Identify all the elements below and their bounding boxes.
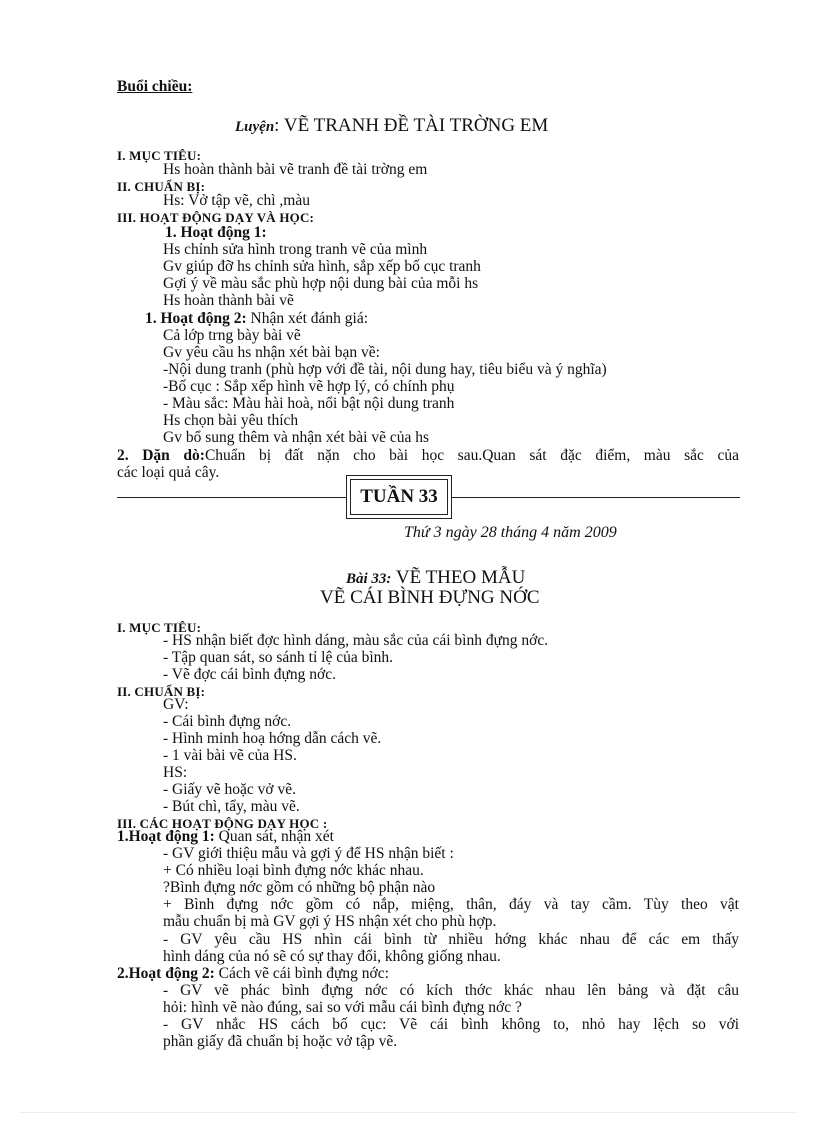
activity-2-title: Nhận xét đánh giá: — [246, 310, 369, 327]
activity-1-line: Hs hoàn thành bài vẽ — [163, 292, 294, 309]
lesson-activity-1-paragraph: - GV yêu cầu HS nhìn cái bình từ nhiều hớng khác nhau để các em thấy — [163, 931, 739, 948]
prep-hs-label: HS: — [163, 764, 188, 781]
lesson-activities-heading: III. CÁC HOẠT ĐỘNG DẠY HỌC : — [117, 816, 328, 831]
activity-2-line: Cả lớp trng bày bài vẽ — [163, 327, 301, 344]
activity-2-line: Gv yêu cầu hs nhận xét bài bạn về: — [163, 344, 380, 361]
prep-gv-label: GV: — [163, 696, 189, 713]
lesson-objectives-heading: I. MỤC TIÊU: — [117, 620, 202, 635]
homework-line — [117, 447, 739, 464]
lesson-prep-heading: II. CHUẨN BỊ: — [117, 684, 206, 699]
practice-title-text: VẼ TRANH ĐỀ TÀI TRỜNG EM — [283, 115, 549, 136]
lesson-objective-line: - Vẽ đợc cái bình đựng nớc. — [163, 666, 337, 683]
lesson-activity-2-paragraph-end: hỏi: hình vẽ nào đúng, sai so với mẫu cái bình đựng nớc ? — [163, 999, 522, 1016]
lesson-activity-2-paragraph-end: phần giấy đã chuẩn bị hoặc vở tập vẽ. — [163, 1033, 398, 1050]
preparation-line: Hs: Vở tập vẽ, chì ,màu — [163, 192, 310, 209]
lesson-activity-1-title: Quan sát, nhận xét — [214, 828, 334, 845]
activity-2-line: -Nội dung tranh (phù hợp với đề tài, nội dung hay, tiêu biểu và ý nghĩa) — [163, 361, 607, 378]
objective-line: Hs hoàn thành bài vẽ tranh đề tài trờng em — [163, 161, 428, 178]
activities-heading: III. HOẠT ĐỘNG DẠY VÀ HỌC: — [117, 210, 315, 225]
lesson-activity-2-title: Cách vẽ cái bình đựng nớc: — [214, 965, 389, 982]
prep-hs-line: - Bút chì, tẩy, màu vẽ. — [163, 798, 300, 815]
week-box — [346, 475, 452, 519]
prep-gv-line: - Cái bình đựng nớc. — [163, 713, 292, 730]
lesson-activity-1-paragraph-end: mẫu chuẩn bị mà GV gợi ý HS nhận xét cho phù hợp. — [163, 913, 497, 930]
activity-2-label: 1. Hoạt động 2: — [145, 310, 247, 327]
divider-left — [117, 497, 346, 498]
activity-2-heading — [145, 310, 368, 327]
divider-right — [452, 497, 740, 498]
lesson-title-line-2: VẼ CÁI BÌNH ĐỰNG NỚC — [320, 587, 540, 608]
lesson-title-line-1: VẼ THEO MẪU — [395, 567, 526, 588]
practice-colon: : — [274, 115, 280, 136]
activity-1-heading: 1. Hoạt động 1: — [165, 224, 267, 241]
prep-gv-line: - Hình minh hoạ hớng dẫn cách vẽ. — [163, 730, 382, 747]
lesson-activity-1-line: - GV giới thiệu mẫu và gợi ý để HS nhận biết : — [163, 845, 454, 862]
homework-text: Chuẩn bị đất nặn cho bài học sau.Quan sát đặc điểm, màu sắc của — [204, 447, 739, 464]
activity-1-line: Gv giúp đỡ hs chỉnh sửa hình, sắp xếp bố cục tranh — [163, 258, 481, 275]
week-label: TUẦN 33 — [350, 479, 448, 515]
lesson-activity-2-paragraph: - GV vẽ phác bình đựng nớc có kích thớc khác nhau lên bảng và đặt câu — [163, 982, 739, 999]
lesson-activity-2-label: 2.Hoạt động 2: — [117, 965, 215, 982]
lesson-date: Thứ 3 ngày 28 tháng 4 năm 2009 — [404, 524, 617, 541]
lesson-objective-line: - HS nhận biết đợc hình dáng, màu sắc của cái bình đựng nớc. — [163, 632, 549, 649]
activity-1-line: Gợi ý về màu sắc phù hợp nội dung bài của mỗi hs — [163, 275, 479, 292]
objectives-heading: I. MỤC TIÊU: — [117, 148, 202, 163]
activity-2-line: Hs chọn bài yêu thích — [163, 412, 299, 429]
lesson-objective-line: - Tập quan sát, so sánh tỉ lệ của bình. — [163, 649, 394, 666]
activity-2-line: Gv bổ sung thêm và nhận xét bài vẽ của hs — [163, 429, 430, 446]
lesson-activity-1-label: 1.Hoạt động 1: — [117, 828, 215, 845]
practice-title — [235, 115, 548, 138]
practice-prefix: Luyện — [235, 119, 275, 135]
lesson-activity-1-heading — [117, 828, 334, 845]
lesson-activity-2-heading — [117, 965, 389, 982]
prep-hs-line: - Giấy vẽ hoặc vở vẽ. — [163, 781, 297, 798]
activity-2-line: - Màu sắc: Màu hài hoà, nổi bật nội dung tranh — [163, 395, 455, 412]
activity-2-line: -Bố cục : Sắp xếp hình vẽ hợp lý, có chính phụ — [163, 378, 455, 395]
activity-1-line: Hs chỉnh sửa hình trong tranh vẽ của mình — [163, 241, 428, 258]
homework-line-2: các loại quả cây. — [117, 464, 220, 481]
lesson-activity-1-paragraph-end: hình dáng của nó sẽ có sự thay đổi, không giống nhau. — [163, 948, 501, 965]
homework-label: 2. Dặn dò: — [117, 447, 205, 464]
lesson-activity-2-paragraph: - GV nhắc HS cách bố cục: Vẽ cái bình không to, nhỏ hay lệch so với — [163, 1016, 739, 1033]
prep-gv-line: - 1 vài bài vẽ của HS. — [163, 747, 297, 764]
session-label: Buổi chiều: — [117, 78, 193, 95]
lesson-activity-1-paragraph: + Bình đựng nớc gồm có nắp, miệng, thân, đáy và tay cầm. Tùy theo vật — [163, 896, 739, 913]
lesson-prefix: Bài 33: — [346, 571, 392, 587]
page-bottom-edge — [20, 1112, 796, 1113]
lesson-activity-1-line: + Có nhiều loại bình đựng nớc khác nhau. — [163, 862, 424, 879]
preparation-heading: II. CHUẨN BỊ: — [117, 179, 206, 194]
lesson-activity-1-line: ?Bình đựng nớc gồm có những bộ phận nào — [163, 879, 436, 896]
